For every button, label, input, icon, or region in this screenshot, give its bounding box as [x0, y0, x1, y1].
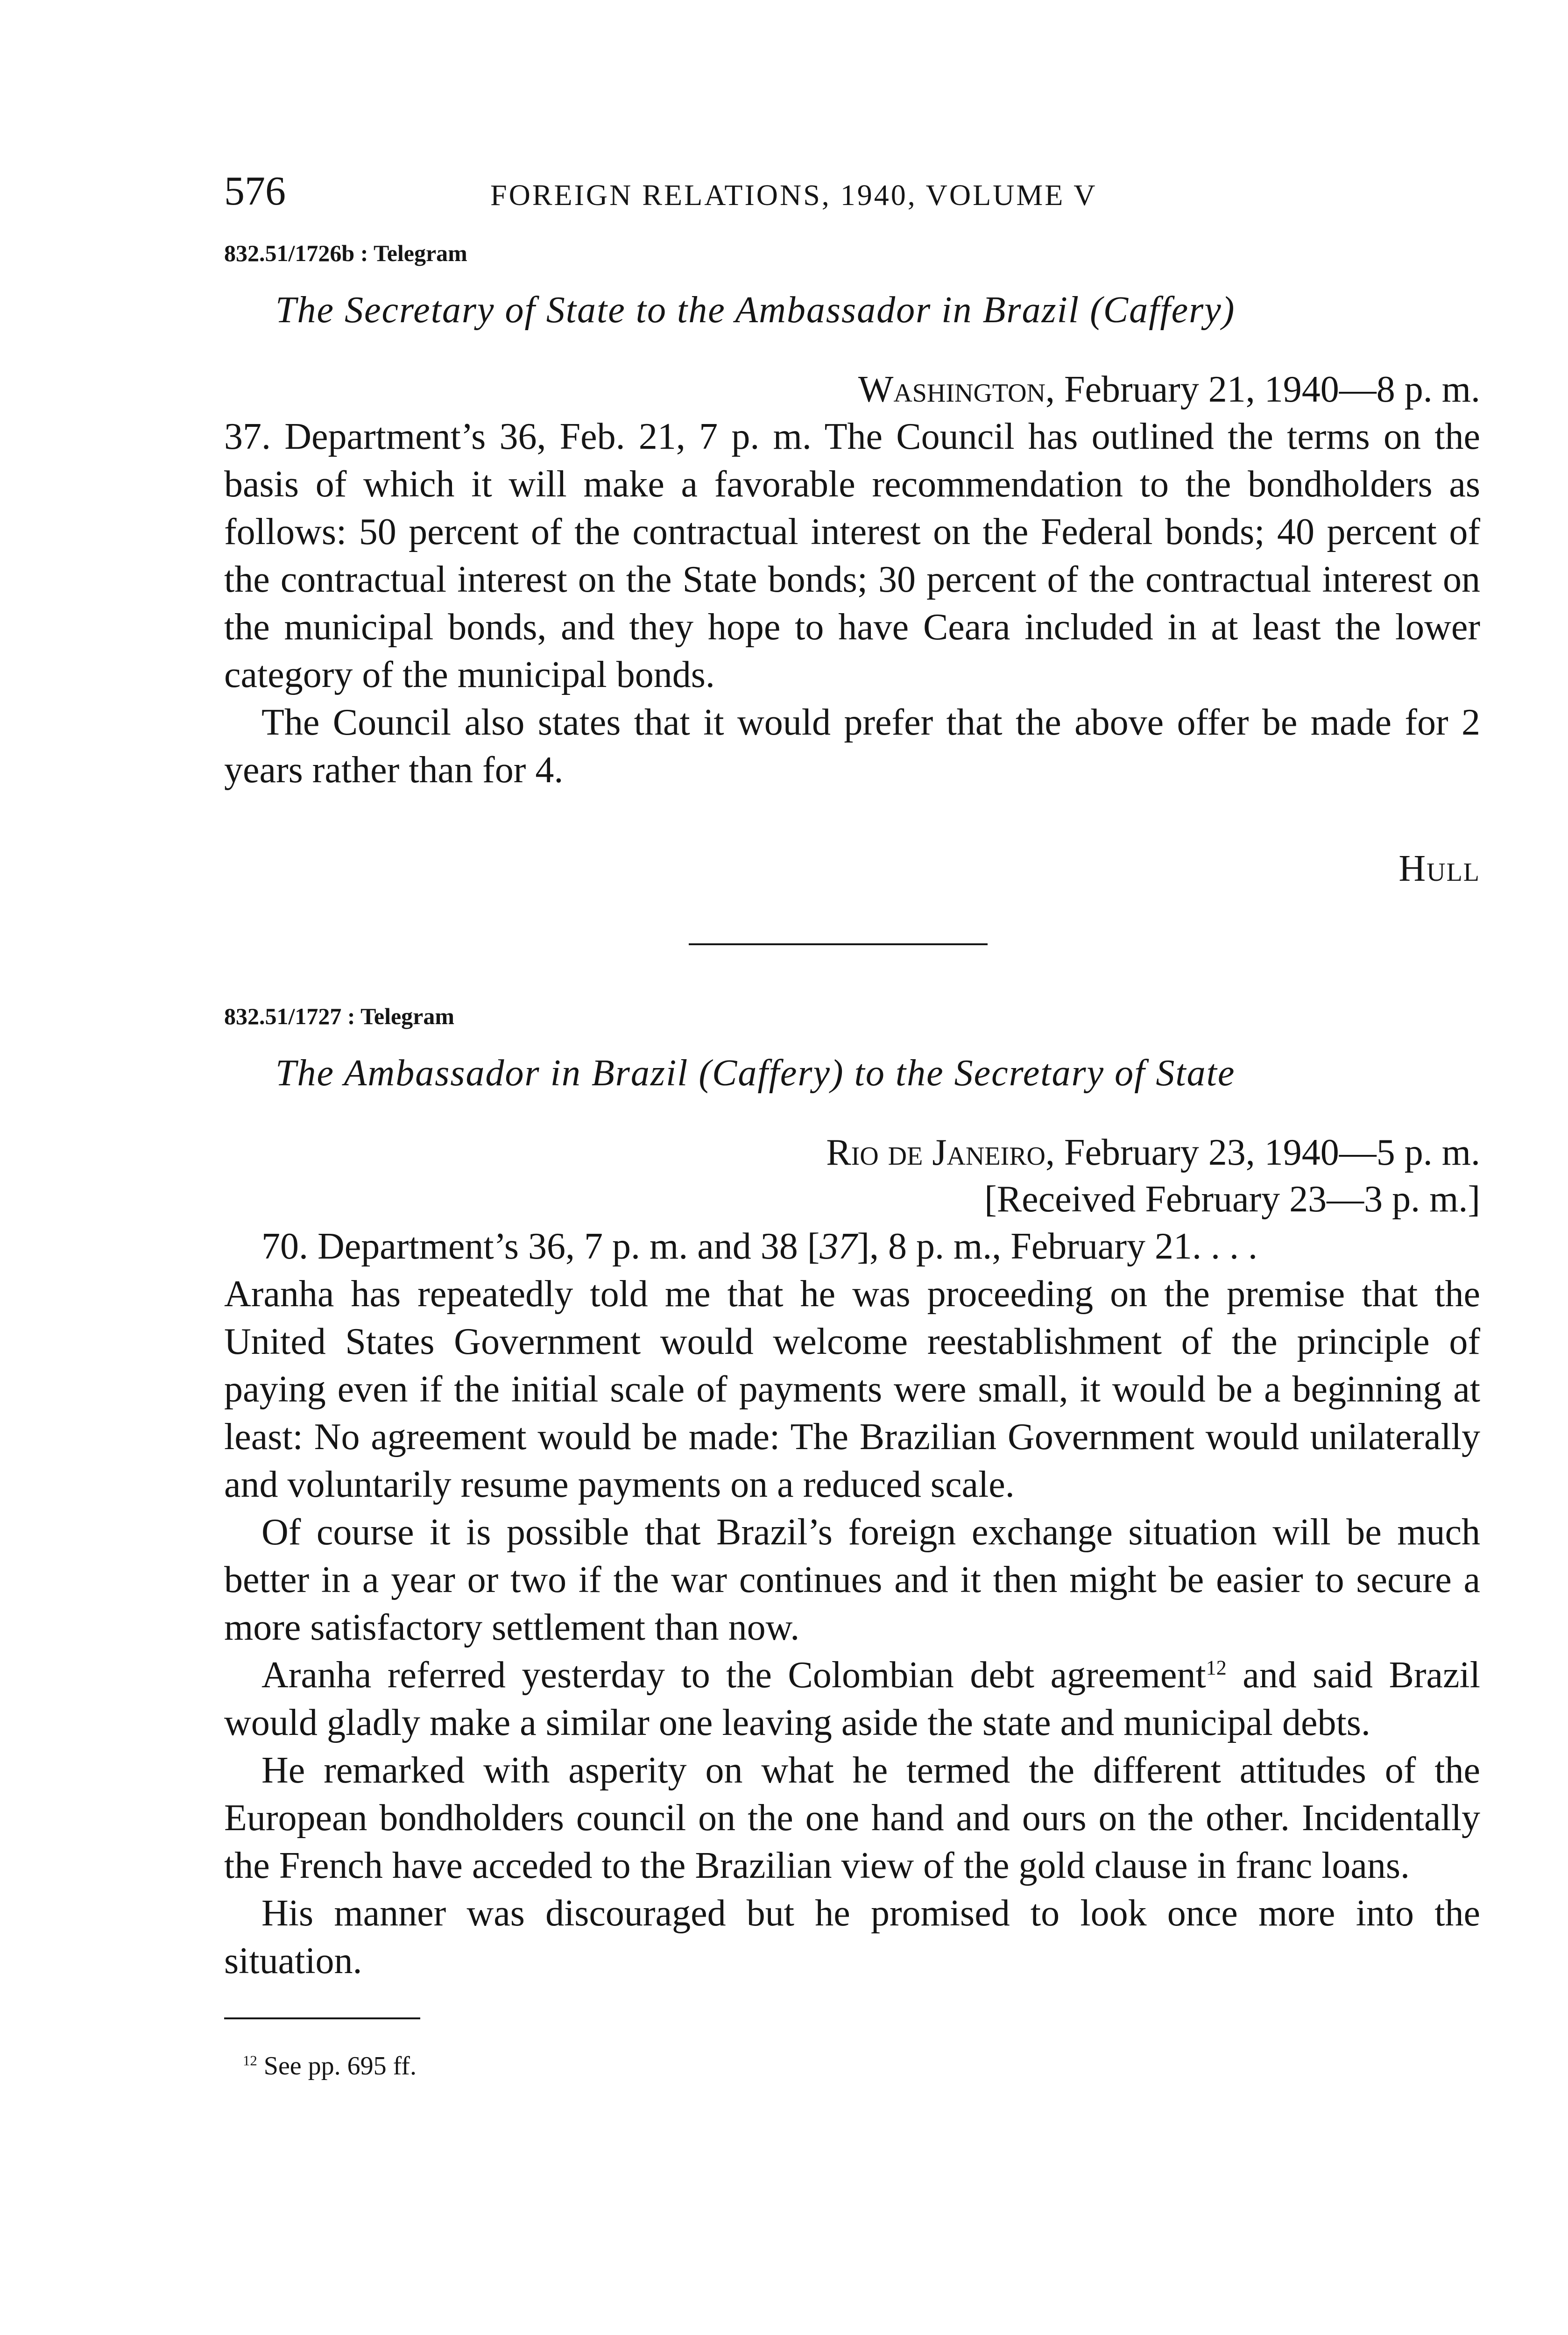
- footnote-rule: [224, 2017, 420, 2019]
- page-number: 576: [224, 169, 286, 214]
- dateline-place: Rio de Janeiro,: [826, 1132, 1055, 1173]
- running-head: [224, 168, 1480, 219]
- dateline-place: Washington,: [858, 369, 1055, 410]
- body-paragraph: His manner was discouraged but he promised to look once more into the situation.: [224, 1893, 1480, 1981]
- dateline-date: February 21, 1940—8 p. m.: [1054, 369, 1480, 410]
- footnote-text: See pp. 695 ff.: [257, 2052, 417, 2080]
- body-paragraph: 37. Department’s 36, Feb. 21, 7 p. m. The Council has outlined the terms on the basis of which it will make a favorable recommendation to the bondholders as follows: 50 percent of the contractual interest on the Federal bonds; 40 percent of the contractual interest on the State bonds; 30 percent of the contractual interest on the municipal bonds, and they hope to have Ceara included in at least the lower category of the municipal bonds.: [224, 416, 1480, 695]
- document-1: [224, 238, 1480, 892]
- dateline: [224, 1129, 1480, 1176]
- body-paragraph: Of course it is possible that Brazil’s foreign exchange situation will be much better in a year or two if the war continues and it then might be easier to secure a more satisfactory settlement than now.: [224, 1512, 1480, 1648]
- para-text: Aranha referred yesterday to the Colombian debt agreement: [261, 1655, 1206, 1696]
- body-paragraph-first: [224, 1223, 1480, 1270]
- first-para-bracket: 37: [819, 1226, 857, 1267]
- dateline-date: February 23, 1940—5 p. m.: [1054, 1132, 1480, 1173]
- body-paragraph: Aranha has repeatedly told me that he was proceeding on the premise that the United States Government would welcome reestablishment of the principle of paying even if the initial scale of payments were small, it would be a beginning at least: No agreement would be made: The Brazilian Government would unilaterally and voluntarily resume payments on a reduced scale.: [224, 1274, 1480, 1505]
- para-text: and said Brazil would gladly make a similar one leaving aside the state and municipal debts.: [224, 1655, 1481, 1743]
- body-paragraph: The Council also states that it would prefer that the above offer be made for 2 years rather than for 4.: [224, 702, 1480, 791]
- document-title: The Ambassador in Brazil (Caffery) to the Secretary of State: [275, 1053, 1236, 1094]
- file-reference: 832.51/1727 : Telegram: [224, 1003, 455, 1029]
- footnote-marker: 12: [243, 2052, 257, 2069]
- signature: Hull: [1398, 848, 1480, 889]
- body-paragraph-with-footnote: [224, 1651, 1480, 1747]
- document-title: The Secretary of State to the Ambassador in Brazil (Caffery): [275, 290, 1236, 331]
- dateline: [224, 366, 1480, 413]
- file-reference: 832.51/1726b : Telegram: [224, 240, 467, 266]
- footnote: [243, 2047, 1480, 2085]
- running-title: FOREIGN RELATIONS, 1940, VOLUME V: [490, 178, 1097, 212]
- document-2: [224, 1001, 1480, 1985]
- section-separator: [689, 943, 988, 945]
- first-para-suffix: ], 8 p. m., February 21. . . .: [857, 1226, 1258, 1267]
- document-page: [224, 168, 1480, 2085]
- footnote-reference[interactable]: 12: [1206, 1656, 1227, 1679]
- first-para-prefix: 70. Department’s 36, 7 p. m. and 38 [: [261, 1226, 820, 1267]
- received-note: [Received February 23—3 p. m.]: [984, 1179, 1480, 1220]
- body-paragraph: He remarked with asperity on what he termed the different attitudes of the European bondholders council on the one hand and ours on the other. Incidentally the French have acceded to the Brazilian view of the gold clause in franc loans.: [224, 1750, 1480, 1886]
